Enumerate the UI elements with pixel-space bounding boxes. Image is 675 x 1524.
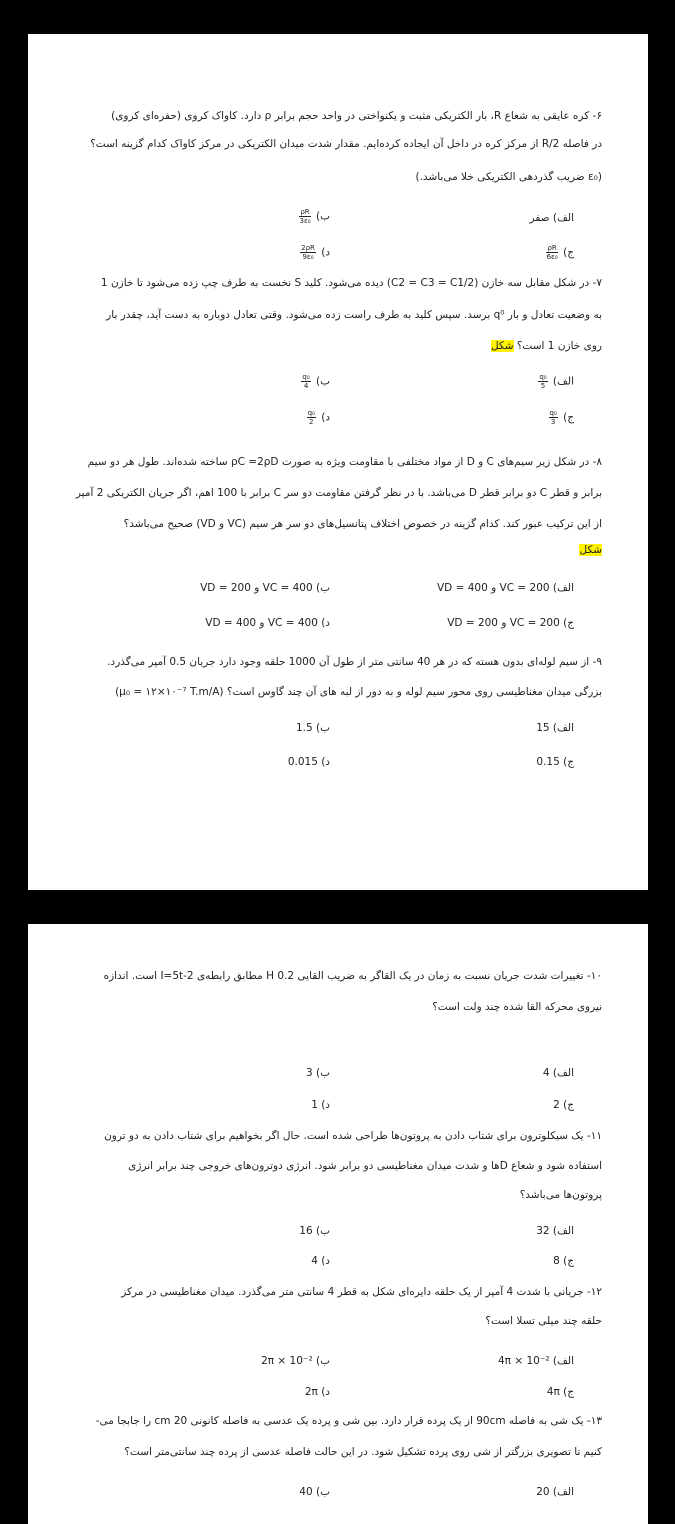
q11-line-1: ۱۱- یک سیکلوترون برای شتاب دادن به پروتون‌ها طراحی شده است. حال اگر بخواهیم برای شتاب دادن به دو ترون: [104, 1130, 602, 1142]
q11-option-c: ج) 8: [553, 1255, 574, 1267]
highlight-shekl: شکل: [490, 340, 514, 352]
q12-line-1: ۱۲- جریانی با شدت 4 آمپر از یک حلقه دایره‌ای شکل به قطر 4 سانتی متر می‌گذرد. میدان مغناطیسی در مرکز: [121, 1286, 602, 1298]
q13-line-2: کنیم تا تصویری بزرگتر از شی روی پرده تشکیل شود. در این حالت فاصله عدسی از پرده چند سانتی‌متر است؟: [124, 1446, 602, 1458]
highlight-shekl: شکل: [579, 544, 602, 556]
page-sheet: [28, 924, 648, 1524]
q8-option-c: ج) VC = 200 و VD = 200: [447, 617, 574, 629]
q6-line-3: (ε₀ ضریب گذردهی الکتریکی خلا می‌باشد.): [415, 171, 602, 183]
q7-option-a: الف) $\frac{\text{q₀}}{5}$: [539, 373, 574, 390]
q6-line-2: در فاصله R/2 از مرکز کره در داخل آن ایجاده کرده‌ایم. مقدار شدت میدان الکتریکی در مرکز کاواک کدام گزینه است؟: [90, 138, 602, 150]
q9-option-a: الف) 15: [536, 722, 574, 734]
q6-line-1: ۶- کره عایقی به شعاع R، بار الکتریکی مثبت و یکنواختی در واحد حجم برابر ρ دارد. کاواک کروی (حفره‌ای کروی): [111, 110, 602, 122]
q6-option-c: ج) $\frac{\rho R}{\text{6ε₀}}$: [546, 244, 574, 261]
q10-option-d: د) 1: [311, 1099, 330, 1111]
q13-option-b: ب) 40: [299, 1486, 330, 1498]
q7-option-b: ب) $\frac{\text{q₀}}{4}$: [302, 373, 330, 390]
q11-line-3: پروتون‌ها می‌باشد؟: [519, 1189, 602, 1201]
q10-option-b: ب) 3: [305, 1067, 330, 1079]
q8-line-1: ۸- در شکل زیر سیم‌های C و D از مواد مختلفی با مقاومت ویژه به صورت ρC =2ρD ساخته شده‌اند. طول هر دو سیم: [87, 456, 602, 468]
document-page-2: [28, 924, 648, 1524]
q6-option-d: د) $\frac{2\rho R}{\text{9ε₀}}$: [301, 244, 330, 261]
q12-option-d: د) 2π: [304, 1386, 330, 1398]
q11-option-a: الف) 32: [536, 1225, 574, 1237]
q12-line-2: حلقه چند میلی تسلا است؟: [485, 1315, 602, 1327]
q9-line-1: ۹- از سیم لوله‌ای بدون هسته که در هر 40 سانتی متر از طول آن 1000 حلقه وجود دارد جریان 0.5 آمپر می‌گذرد.: [107, 656, 602, 668]
q9-option-d: د) 0.015: [287, 756, 330, 768]
q8-option-b: ب) VC = 400 و VD = 200: [200, 582, 330, 594]
q7-line-2: به وضعیت تعادل و بار q⁰ برسد. سپس کلید به طرف راست زده می‌شود. وقتی تعادل دوباره به دست آید، چقدر بار: [106, 309, 602, 321]
q9-line-2: بزرگی میدان مغناطیسی روی محور سیم لوله و به دور از لبه های آن چند گاوس است؟ (μ₀ = ۱۲×۱۰⁻⁷ T.m/A): [115, 686, 602, 698]
mu-constant: (μ₀ = ۱۲×۱۰⁻⁷ T.m/A): [115, 686, 224, 698]
q12-option-a: الف) 4π × 10⁻²: [497, 1355, 574, 1367]
q11-option-b: ب) 16: [299, 1225, 330, 1237]
q9-option-b: ب) 1.5: [295, 722, 330, 734]
q7-option-c: ج) $\frac{\text{q₀}}{3}$: [549, 409, 574, 426]
q8-option-d: د) VC = 400 و VD = 400: [205, 617, 330, 629]
q8-option-a: الف) VC = 200 و VD = 400: [437, 582, 574, 594]
q13-option-a: الف) 20: [536, 1486, 574, 1498]
page-sheet: [28, 34, 648, 890]
q10-option-a: الف) 4: [542, 1067, 574, 1079]
q12-option-c: ج) 4π: [546, 1386, 574, 1398]
q8-line-3: از این ترکیب عبور کند. کدام گزینه در خصوص اختلاف پتانسیل‌های دو سر هر سیم (VC و VD) صحیح می‌باشد؟: [123, 518, 602, 530]
q8-line-2: برابر و قطر C دو برابر قطر D می‌باشد. با در نظر گرفتن مقاومت دو سر C برابر با 100 اهم، اگر جریان الکتریکی 2 آمپر: [75, 487, 602, 499]
q10-line-2: نیروی محرکه القا شده چند ولت است؟: [432, 1001, 602, 1013]
q7-option-d: د) $\frac{\text{q₀}}{2}$: [307, 409, 330, 426]
q6-option-a: الف) صفر: [529, 212, 574, 224]
q11-line-2: استفاده شود و شعاع Dها و شدت میدان مغناطیسی دو برابر شود. انرژی دوترون‌های خروجی چند برابر انرژی: [128, 1160, 602, 1172]
q6-option-b: ب) $\frac{\rho R}{\text{3ε₀}}$: [299, 208, 330, 225]
q12-option-b: ب) 2π × 10⁻²: [261, 1355, 330, 1367]
q7-line-1: ۷- در شکل مقابل سه خازن (C2 = C3 = C1/2) دیده می‌شود. کلید S نخست به طرف چپ زده می‌شود تا خازن 1: [100, 277, 602, 289]
q9-option-c: ج) 0.15: [536, 756, 574, 768]
q11-option-d: د) 4: [311, 1255, 330, 1267]
q10-line-1: ۱۰- تغییرات شدت جریان نسبت به زمان در یک القاگر به ضریب القایی 0.2 H مطابق رابطه‌ی I=5t-2 است. اندازه: [103, 970, 602, 982]
q7-line-3: روی خازن 1 است؟ شکل: [490, 340, 602, 352]
q13-line-1: ۱۳- یک شی به فاصله 90cm از یک پرده قرار دارد. بین شی و پرده یک عدسی به فاصله کانونی 20 cm را جابجا می-: [95, 1415, 602, 1427]
q8-line-4: [78, 544, 602, 557]
document-page-1: [28, 34, 648, 890]
q10-option-c: ج) 2: [553, 1099, 574, 1111]
